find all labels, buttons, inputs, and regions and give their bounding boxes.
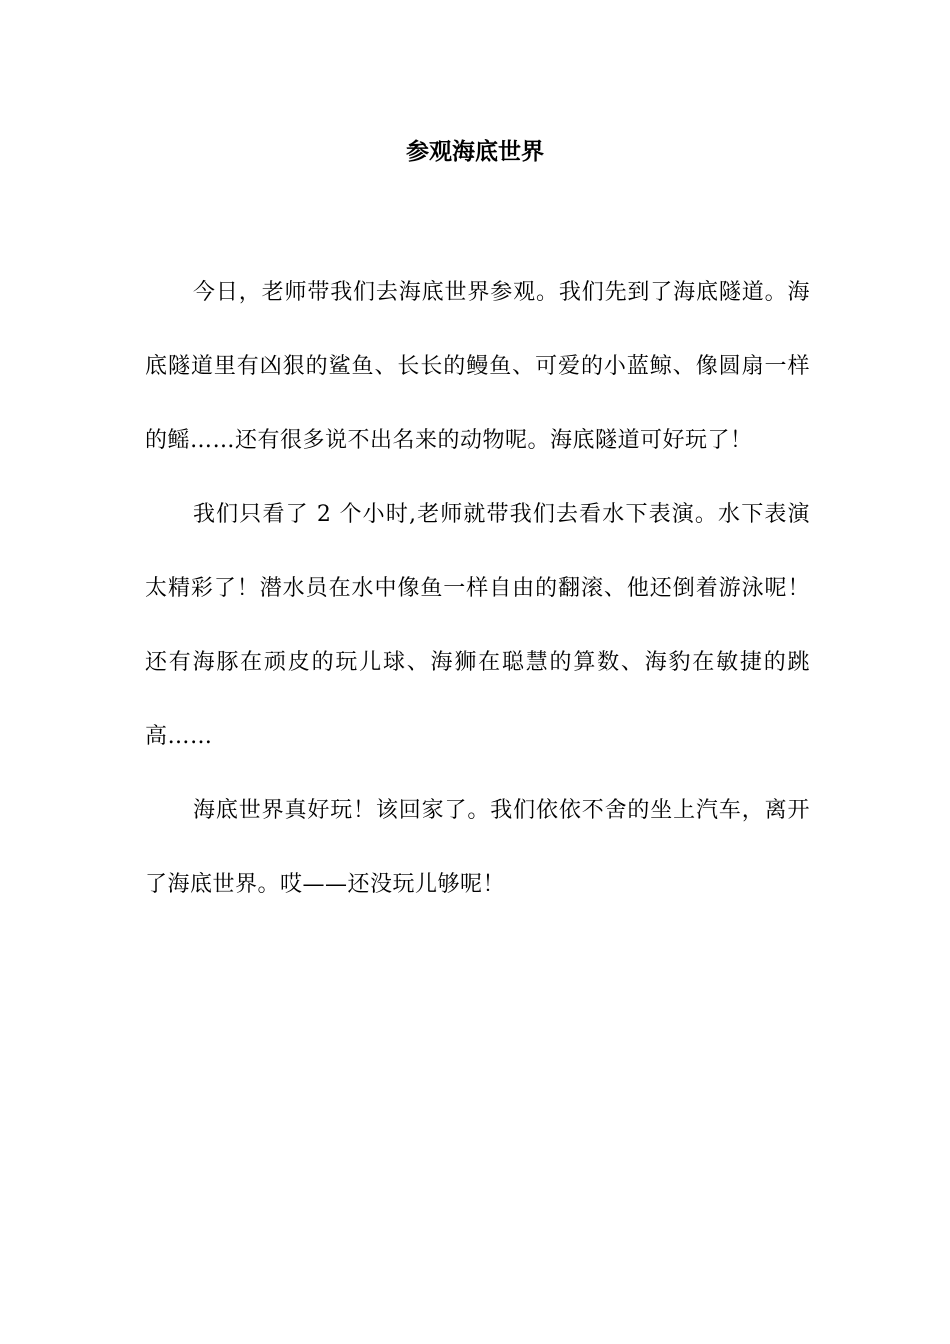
paragraph-3: 海底世界真好玩！该回家了。我们依依不舍的坐上汽车，离开了海底世界。哎——还没玩儿够呢！: [145, 798, 810, 897]
document-body: [145, 256, 810, 922]
document-title: 参观海底世界: [406, 138, 544, 165]
paragraph-1: 今日，老师带我们去海底世界参观。我们先到了海底隧道。海底隧道里有凶狠的鲨鱼、长长的鳗鱼、可爱的小蓝鲸、像圆扇一样的鳐……还有很多说不出名来的动物呢。海底隧道可好玩了！: [145, 280, 810, 453]
paragraph-2: 我们只看了 2 个小时,老师就带我们去看水下表演。水下表演太精彩了！潜水员在水中像鱼一样自由的翻滚、他还倒着游泳呢！还有海豚在顽皮的玩儿球、海狮在聪慧的算数、海豹在敏捷的跳高……: [145, 502, 810, 749]
